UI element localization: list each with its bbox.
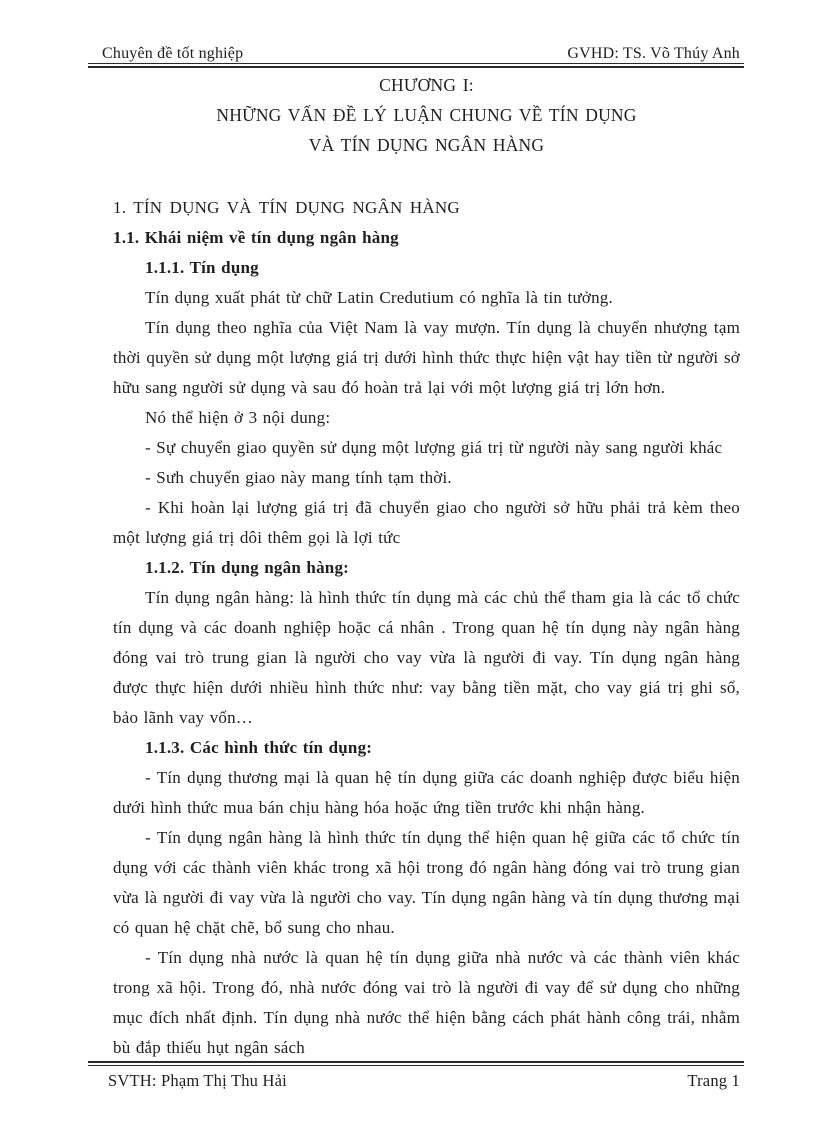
page-footer <box>108 1071 740 1091</box>
header-supervisor-label: GVHD: TS. Võ Thúy Anh <box>567 45 740 62</box>
paragraph: - Sưh chuyển giao này mang tính tạm thời. <box>145 468 452 487</box>
chapter-title-line: NHỮNG VẤN ĐỀ LÝ LUẬN CHUNG VỀ TÍN DỤNG <box>216 105 637 125</box>
document-body <box>113 160 740 1063</box>
header-course-label: Chuyên đề tốt nghiệp <box>102 45 244 62</box>
section-heading: 1.1. Khái niệm về tín dụng ngân hàng <box>113 228 399 247</box>
page-header <box>102 45 740 63</box>
chapter-title-line: VÀ TÍN DỤNG NGÂN HÀNG <box>308 135 545 155</box>
footer-rule-top <box>88 1061 744 1063</box>
header-rule-bottom <box>88 66 744 68</box>
section-heading: 1.1.1. Tín dụng <box>145 258 259 277</box>
header-rule-top <box>88 63 744 64</box>
chapter-title <box>113 70 740 160</box>
section-heading: 1.1.3. Các hình thức tín dụng: <box>145 738 373 757</box>
footer-rule-bottom <box>88 1065 744 1066</box>
paragraph: Nó thể hiện ở 3 nội dung: <box>145 408 331 427</box>
paragraph: Tín dụng ngân hàng: là hình thức tín dụng mà các chủ thể tham gia là các tổ chức tín dụng và các doanh nghiệp hoặc cá nhân . Trong quan hệ tín dụng này ngân hàng đóng vai trò trung gian là người cho vay vừa là người đi vay. Tín dụng ngân hàng được thực hiện dưới nhiều hình thức như: vay bằng tiền mặt, cho vay giá trị ghi sổ, bảo lãnh vay vốn… <box>113 588 740 727</box>
paragraph: - Sự chuyển giao quyền sử dụng một lượng giá trị từ người này sang người khác <box>145 438 723 457</box>
section-heading: 1.1.2. Tín dụng ngân hàng: <box>145 558 350 577</box>
paragraph: - Tín dụng thương mại là quan hệ tín dụng giữa các doanh nghiệp được biểu hiện dưới hình thức mua bán chịu hàng hóa hoặc ứng tiền trước khi nhận hàng. <box>113 768 740 817</box>
paragraph: Tín dụng theo nghĩa của Việt Nam là vay mượn. Tín dụng là chuyển nhượng tạm thời quyền sử dụng một lượng giá trị dưới hình thức thực hiện vật hay tiền từ người sở hữu sang người sử dụng và sau đó hoàn trả lại với một lượng giá trị lớn hơn. <box>113 318 740 397</box>
footer-page-number: Trang 1 <box>687 1071 740 1090</box>
paragraph: - Khi hoàn lại lượng giá trị đã chuyển giao cho người sở hữu phải trả kèm theo một lượng giá trị dôi thêm gọi là lợi tức <box>113 498 740 547</box>
paragraph: - Tín dụng nhà nước là quan hệ tín dụng giữa nhà nước và các thành viên khác trong xã hội. Trong đó, nhà nước đóng vai trò là người đi vay để sử dụng cho những mục đích nhất định. Tín dụng nhà nước thể hiện bằng cách phát hành công trái, nhằm bù đắp thiếu hụt ngân sách <box>113 948 740 1057</box>
paragraph: - Tín dụng ngân hàng là hình thức tín dụng thể hiện quan hệ giữa các tổ chức tín dụng với các thành viên khác trong xã hội trong đó ngân hàng đóng vai trò trung gian vừa là người đi vay vừa là người cho vay. Tín dụng ngân hàng và tín dụng thương mại có quan hệ chặt chẽ, bổ sung cho nhau. <box>113 828 740 937</box>
footer-author-label: SVTH: Phạm Thị Thu Hải <box>108 1071 287 1090</box>
chapter-title-line: CHƯƠNG I: <box>379 75 474 95</box>
paragraph: Tín dụng xuất phát từ chữ Latin Credutium có nghĩa là tin tưởng. <box>145 288 613 307</box>
section-heading: 1. TÍN DỤNG VÀ TÍN DỤNG NGÂN HÀNG <box>113 198 460 217</box>
